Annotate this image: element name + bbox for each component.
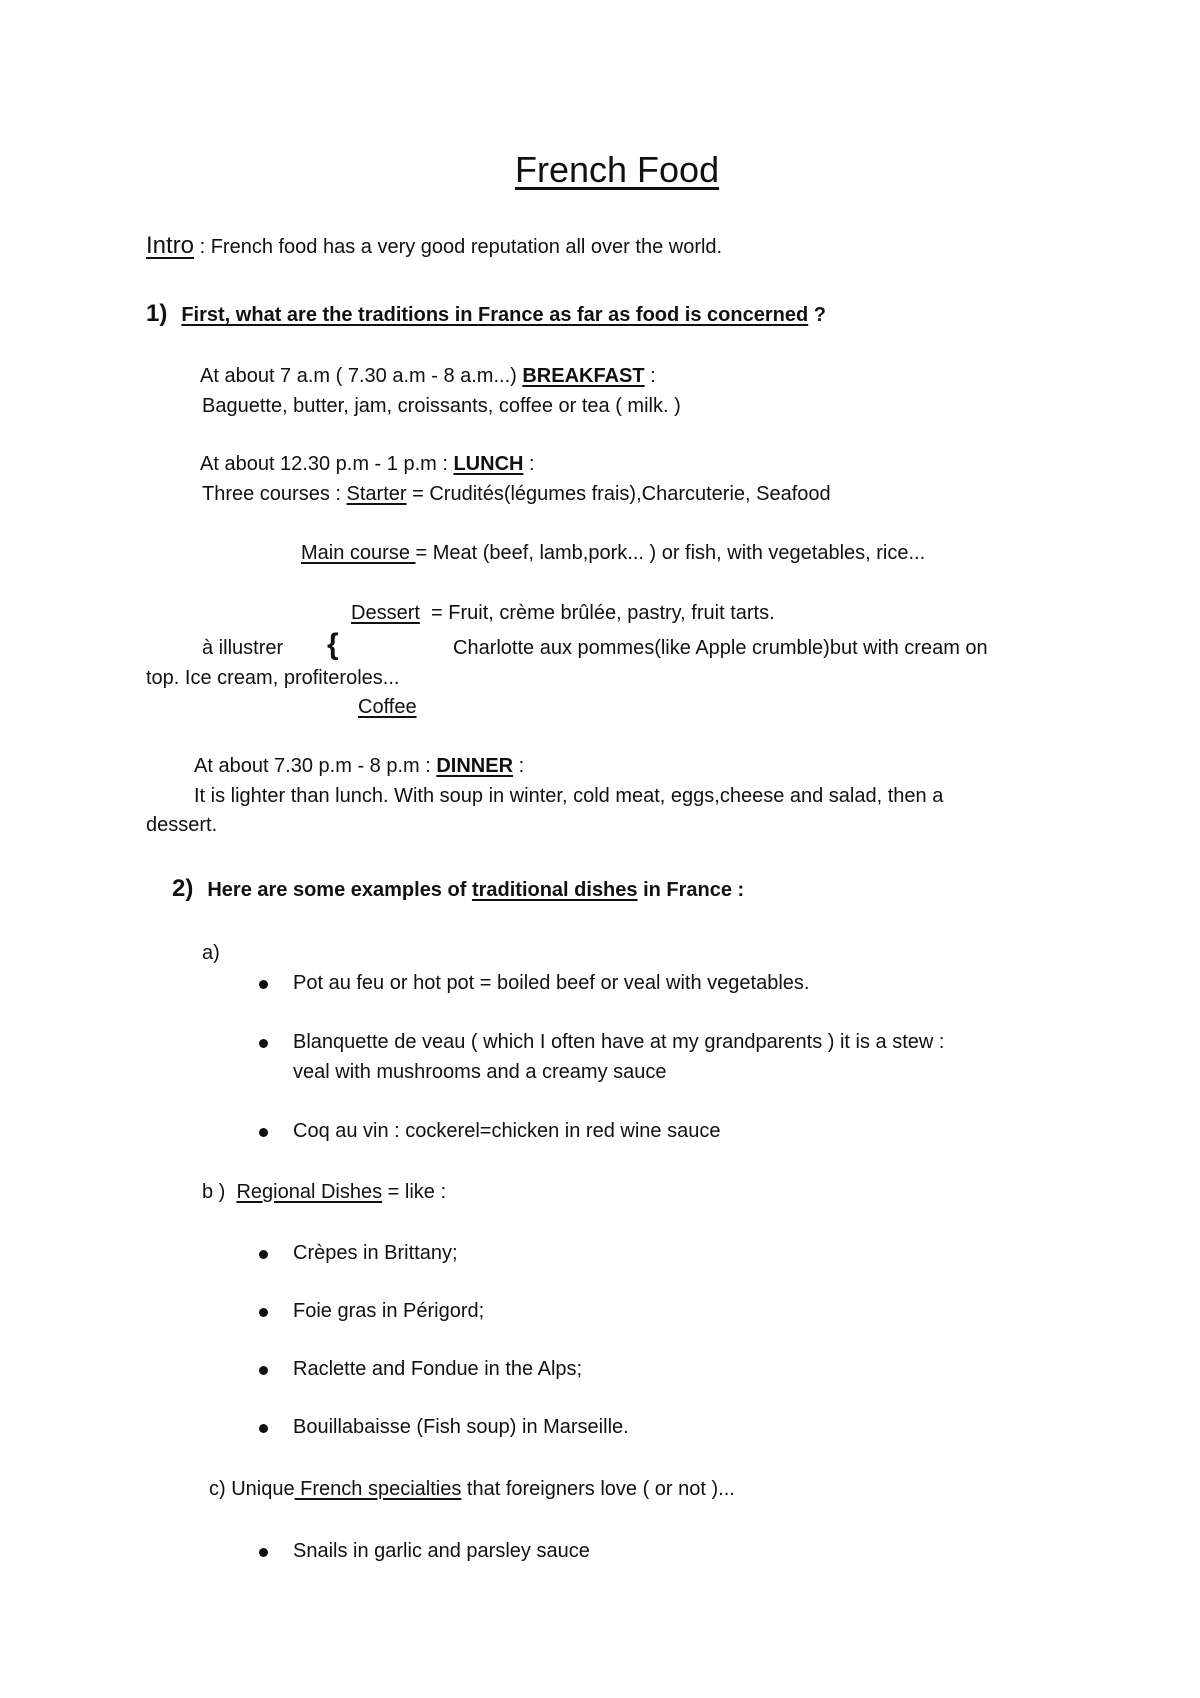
three-courses: Three courses : [202, 483, 347, 505]
list-item: Coq au vin : cockerel=chicken in red wine sauce [293, 1120, 721, 1142]
section2-number: 2) [172, 875, 194, 902]
section2-heading-post: in France : [637, 879, 745, 901]
bullet-icon [259, 1039, 268, 1048]
coffee-label: Coffee [358, 696, 417, 718]
lunch-colon: : [523, 453, 535, 475]
list-item-continued: veal with mushrooms and a creamy sauce [293, 1061, 667, 1083]
intro-label: Intro [146, 232, 195, 259]
bullet-icon [259, 1128, 268, 1137]
dessert-text: = Fruit, crème brûlée, pastry, fruit tarts. [419, 602, 775, 624]
charlotte-continued: top. Ice cream, profiteroles... [146, 667, 400, 689]
starter-text: = Crudités(légumes frais),Charcuterie, Seafood [406, 483, 831, 505]
bullet-icon [259, 1250, 268, 1259]
bullet-icon [259, 1424, 268, 1433]
breakfast-time [200, 364, 656, 388]
subsection-b-post: = like : [382, 1181, 447, 1203]
list-item: Crèpes in Brittany; [293, 1242, 458, 1264]
subsection-c-post: that foreigners love ( or not )... [461, 1478, 735, 1500]
breakfast-time-text: At about 7 a.m ( 7.30 a.m - 8 a.m...) [200, 365, 523, 387]
subsection-b [202, 1180, 446, 1204]
section1-heading-text: First, what are the traditions in France as far as food is concerned [181, 304, 809, 326]
lunch-starter [202, 482, 831, 506]
starter-label: Starter [346, 483, 407, 505]
curly-brace: { [327, 628, 339, 661]
subsection-b-label: b ) [202, 1181, 237, 1203]
illustrer-note: à illustrer [202, 637, 284, 659]
bullet-icon [259, 1366, 268, 1375]
section2-heading-pre: Here are some examples of [207, 879, 472, 901]
intro-line [146, 232, 722, 261]
subsection-c-underlined: French specialties [294, 1478, 462, 1500]
intro-text: : French food has a very good reputation all over the world. [194, 236, 723, 258]
main-course-label: Main course [301, 542, 416, 564]
dinner-time [194, 754, 524, 778]
charlotte-line: Charlotte aux pommes(like Apple crumble)but with cream on [453, 637, 988, 659]
dinner-colon: : [513, 755, 525, 777]
list-item: Blanquette de veau ( which I often have at my grandparents ) it is a stew : [293, 1031, 945, 1053]
section1-number: 1) [146, 300, 168, 327]
breakfast-items: Baguette, butter, jam, croissants, coffee or tea ( milk. ) [202, 395, 681, 417]
breakfast-colon: : [644, 365, 656, 387]
bullet-icon [259, 980, 268, 989]
dinner-text-1: It is lighter than lunch. With soup in winter, cold meat, eggs,cheese and salad, then a [194, 785, 944, 807]
subsection-b-underlined: Regional Dishes [236, 1181, 383, 1203]
main-course-text: = Meat (beef, lamb,pork... ) or fish, with vegetables, rice... [415, 542, 926, 564]
section1-heading-end: ? [808, 304, 826, 326]
dessert-label: Dessert [351, 602, 420, 624]
page-title: French Food [515, 149, 720, 190]
section1-heading [146, 300, 826, 329]
list-item: Pot au feu or hot pot = boiled beef or veal with vegetables. [293, 972, 810, 994]
section2-heading-underlined: traditional dishes [471, 879, 638, 901]
list-item: Raclette and Fondue in the Alps; [293, 1358, 583, 1380]
list-item: Bouillabaisse (Fish soup) in Marseille. [293, 1416, 629, 1438]
subsection-a-label: a) [202, 942, 220, 964]
lunch-time [200, 452, 535, 476]
section2-heading [172, 875, 744, 904]
list-item: Foie gras in Périgord; [293, 1300, 485, 1322]
dinner-text-2: dessert. [146, 814, 218, 836]
bullet-icon [259, 1548, 268, 1557]
lunch-label: LUNCH [453, 453, 524, 475]
list-item: Snails in garlic and parsley sauce [293, 1540, 590, 1562]
lunch-dessert [351, 601, 775, 625]
subsection-c-label: c) Unique [209, 1478, 295, 1500]
dinner-label: DINNER [436, 755, 514, 777]
lunch-main [301, 541, 925, 565]
lunch-time-text: At about 12.30 p.m - 1 p.m : [200, 453, 454, 475]
subsection-c [209, 1477, 735, 1501]
dinner-time-text: At about 7.30 p.m - 8 p.m : [194, 755, 437, 777]
breakfast-label: BREAKFAST [522, 365, 645, 387]
bullet-icon [259, 1308, 268, 1317]
